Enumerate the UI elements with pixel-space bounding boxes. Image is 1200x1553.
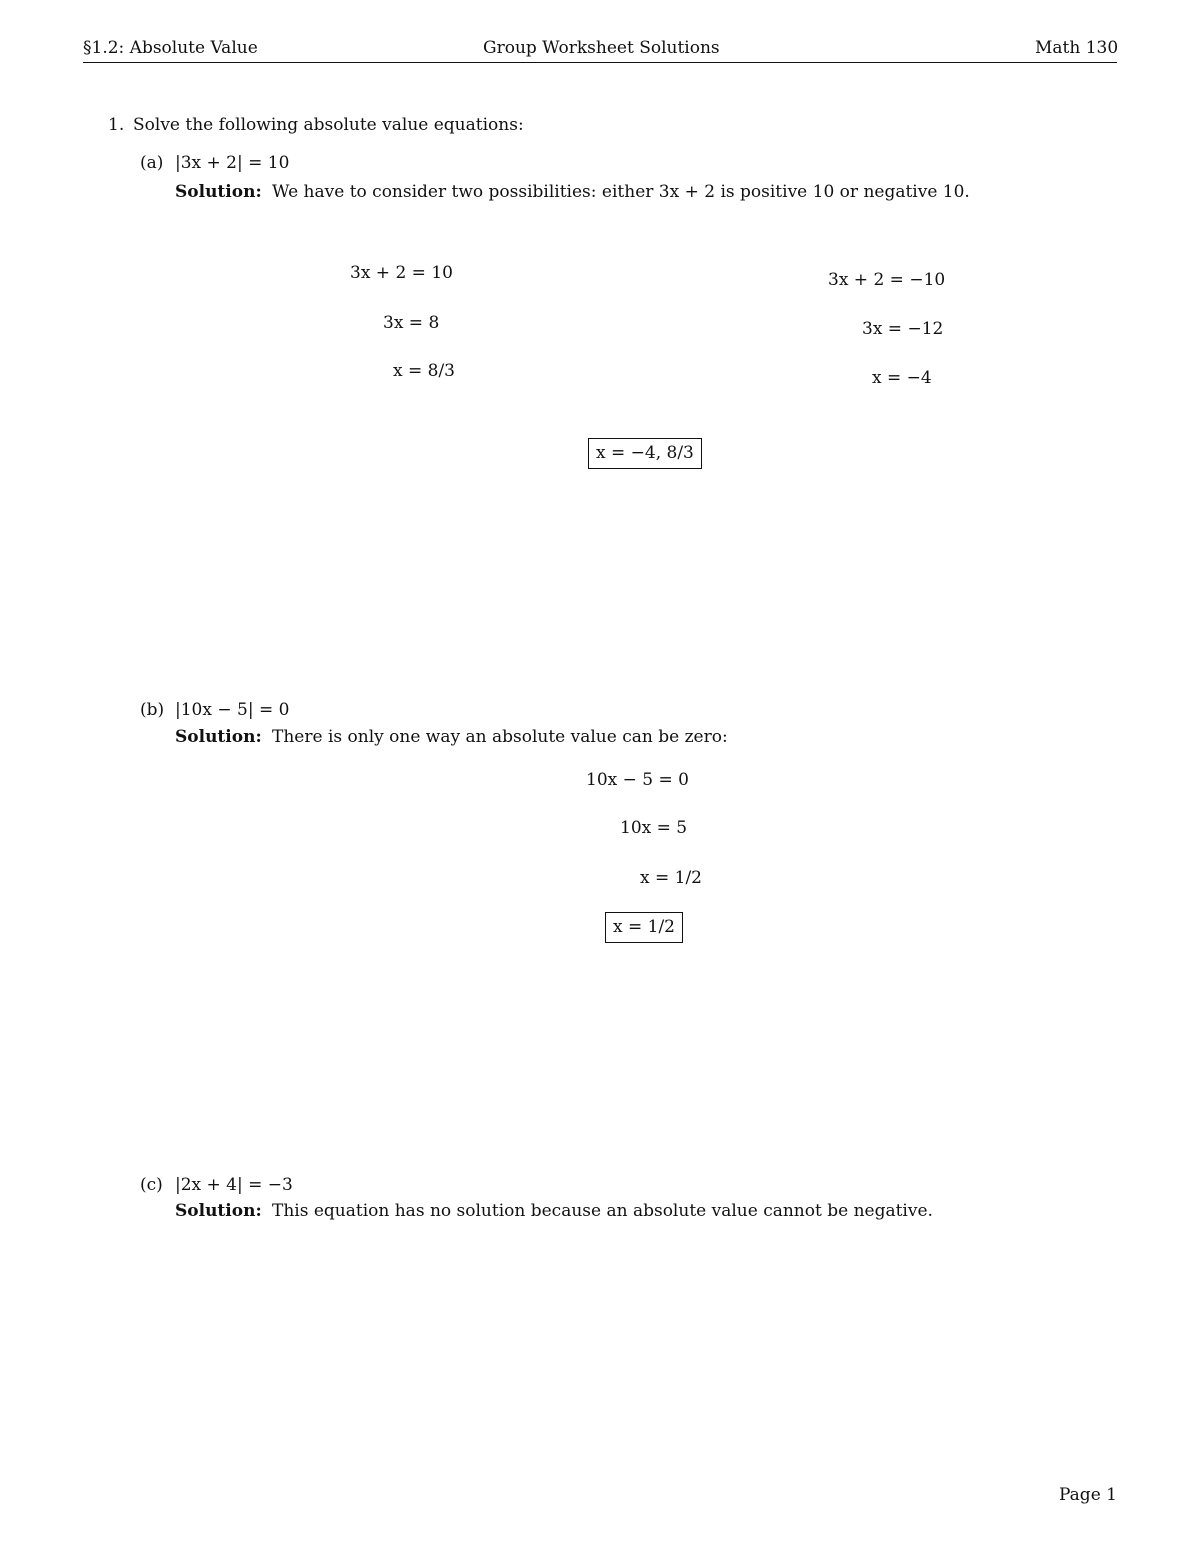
header-course: Math 130 — [1035, 38, 1119, 58]
part-a-right-step-2: 3x = −12 — [862, 319, 944, 339]
part-c-label: (c) — [140, 1175, 163, 1195]
part-a-solution-text: We have to consider two possibilities: either 3x + 2 is positive 10 or negative 10. — [272, 182, 970, 202]
part-c-solution-label: Solution: — [175, 1201, 262, 1221]
part-a-right-step-1: 3x + 2 = −10 — [828, 270, 946, 290]
part-c-equation: |2x + 4| = −3 — [175, 1175, 293, 1195]
part-b-solution-label: Solution: — [175, 727, 262, 747]
part-b-step-3: x = 1/2 — [640, 868, 702, 888]
part-b-answer-box: x = 1/2 — [605, 912, 683, 943]
part-c-solution-text: This equation has no solution because an absolute value cannot be negative. — [272, 1201, 933, 1221]
part-a-equation: |3x + 2| = 10 — [175, 153, 290, 173]
part-a-right-step-3: x = −4 — [872, 368, 932, 388]
header-rule — [83, 62, 1117, 63]
part-a-left-step-1: 3x + 2 = 10 — [350, 263, 453, 283]
part-b-label: (b) — [140, 700, 165, 720]
part-a-answer-box: x = −4, 8/3 — [588, 438, 702, 469]
part-a-left-step-2: 3x = 8 — [383, 313, 440, 333]
page-number: Page 1 — [1059, 1485, 1117, 1505]
part-a-label: (a) — [140, 153, 164, 173]
part-b-solution-text: There is only one way an absolute value can be zero: — [272, 727, 728, 747]
part-b-step-2: 10x = 5 — [620, 818, 688, 838]
part-b-equation: |10x − 5| = 0 — [175, 700, 290, 720]
problem-prompt: Solve the following absolute value equations: — [133, 115, 524, 135]
problem-number: 1. — [108, 115, 125, 135]
header-section-title: §1.2: Absolute Value — [83, 38, 258, 58]
part-a-solution-label: Solution: — [175, 182, 262, 202]
part-b-step-1: 10x − 5 = 0 — [586, 770, 689, 790]
part-a-left-step-3: x = 8/3 — [393, 361, 455, 381]
header-document-title: Group Worksheet Solutions — [483, 38, 720, 58]
